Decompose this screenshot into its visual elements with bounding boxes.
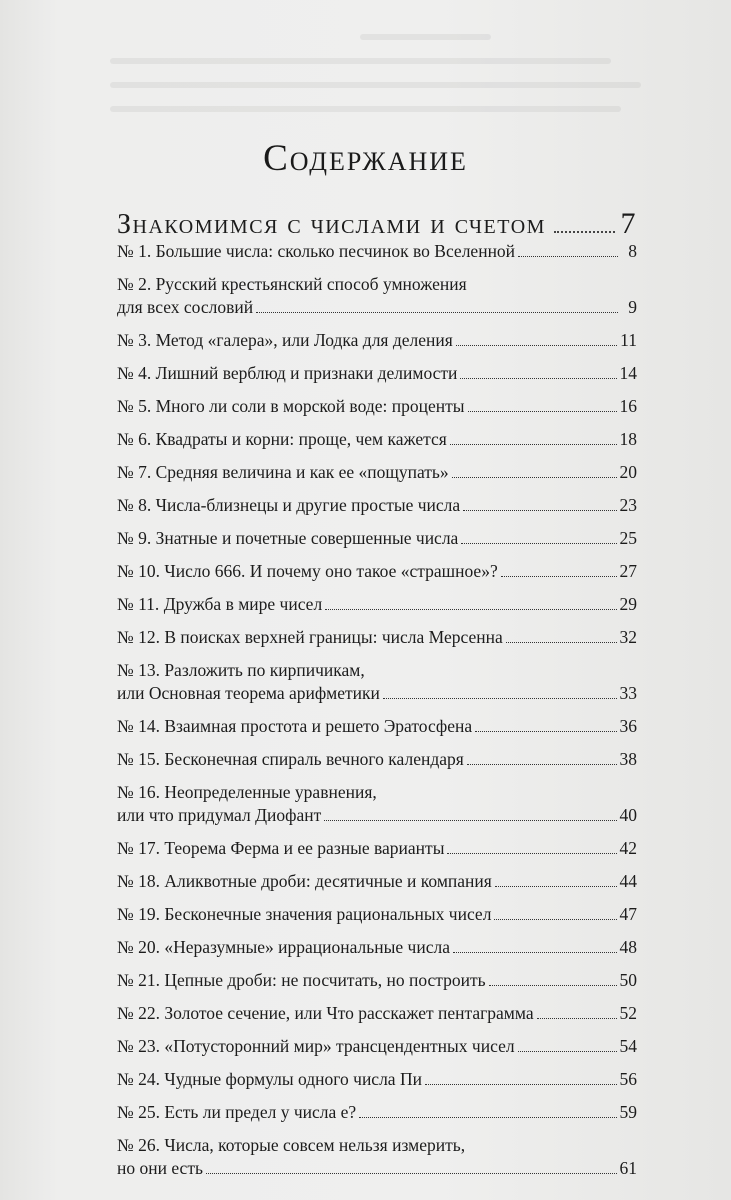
- toc-entry-line: [117, 870, 637, 893]
- toc-entry-line: [117, 903, 637, 926]
- entry-title: Средняя величина и как ее «пощупать»: [155, 462, 449, 482]
- toc-entry-line: [117, 659, 637, 682]
- entry-title: Теорема Ферма и ее разные варианты: [164, 838, 445, 858]
- entry-page-number: 44: [619, 871, 637, 891]
- entry-number: № 19.: [117, 904, 160, 924]
- toc-entry-line: [117, 296, 637, 319]
- leader-dots: [383, 698, 617, 699]
- toc-entry[interactable]: [117, 273, 637, 329]
- toc-entry[interactable]: [117, 781, 637, 837]
- entry-page-number: 33: [619, 683, 637, 703]
- entry-title: Знатные и почетные совершенные числа: [155, 528, 459, 548]
- entry-number: № 2.: [117, 274, 152, 294]
- toc-entry[interactable]: [117, 903, 637, 936]
- bleed-through-line: [110, 106, 621, 112]
- toc-entry-line: [117, 395, 637, 418]
- toc-entry[interactable]: [117, 715, 637, 748]
- toc-entry-line: [117, 804, 637, 827]
- toc-entry-line: [117, 1002, 637, 1025]
- entry-page-number: 61: [619, 1158, 637, 1178]
- leader-dots: [494, 919, 616, 920]
- leader-dots: [463, 510, 616, 511]
- entry-title: Бесконечные значения рациональных чисел: [164, 904, 492, 924]
- entry-page-number: 20: [619, 462, 637, 482]
- entry-page-number: 50: [619, 970, 637, 990]
- toc-entry-line: [117, 560, 637, 583]
- entry-title: «Потусторонний мир» трансцендентных чисел: [164, 1036, 515, 1056]
- entry-page-number: 9: [628, 297, 637, 317]
- entry-number: № 26.: [117, 1135, 160, 1155]
- entry-title: Лишний верблюд и признаки делимости: [155, 363, 458, 383]
- entry-title: Русский крестьянский способ умножения: [155, 274, 467, 294]
- toc-entry-line: [117, 461, 637, 484]
- entry-page-number: 23: [619, 495, 637, 515]
- entry-page-number: 27: [619, 561, 637, 581]
- leader-dots: [495, 886, 617, 887]
- entry-title: Метод «галера», или Лодка для деления: [155, 330, 453, 350]
- entry-page-number: 47: [619, 904, 637, 924]
- bleed-through-line: [360, 34, 491, 40]
- entry-title: Цепные дроби: не посчитать, но построить: [164, 970, 486, 990]
- entry-title: Числа-близнецы и другие простые числа: [155, 495, 461, 515]
- toc-entry-line: [117, 837, 637, 860]
- entry-title: Золотое сечение, или Что расскажет пентаграмма: [164, 1003, 534, 1023]
- entry-page-number: 8: [628, 241, 637, 261]
- entry-title: или Основная теорема арифметики: [117, 683, 380, 703]
- entry-title: Разложить по кирпичикам,: [164, 660, 365, 680]
- toc-entry[interactable]: [117, 461, 637, 494]
- entry-title: Взаимная простота и решето Эратосфена: [164, 716, 473, 736]
- toc-entry[interactable]: [117, 560, 637, 593]
- entry-title: Числа, которые совсем нельзя измерить,: [164, 1135, 466, 1155]
- entry-page-number: 11: [620, 330, 637, 350]
- toc-entry[interactable]: [117, 494, 637, 527]
- entry-number: № 24.: [117, 1069, 160, 1089]
- toc-entry-line: [117, 626, 637, 649]
- toc-entry-line: [117, 1157, 637, 1180]
- entry-title: для всех сословий: [117, 297, 254, 317]
- entry-number: № 20.: [117, 937, 160, 957]
- toc-entry[interactable]: [117, 329, 637, 362]
- entry-page-number: 56: [619, 1069, 637, 1089]
- toc-entry-line: [117, 936, 637, 959]
- entry-title: Квадраты и корни: проще, чем кажется: [155, 429, 447, 449]
- leader-dots: [256, 312, 618, 313]
- toc-entry-line: [117, 748, 637, 771]
- entry-title: В поисках верхней границы: числа Мерсенна: [164, 627, 503, 647]
- entry-page-number: 16: [619, 396, 637, 416]
- leader-dots: [461, 543, 616, 544]
- leader-dots: [324, 820, 616, 821]
- entry-number: № 9.: [117, 528, 152, 548]
- toc-entry[interactable]: [117, 395, 637, 428]
- entry-page-number: 32: [619, 627, 637, 647]
- leader-dots: [518, 1051, 617, 1052]
- entry-number: № 25.: [117, 1102, 160, 1122]
- leader-dots: [359, 1117, 616, 1118]
- leader-dots: [518, 256, 618, 257]
- toc-entry[interactable]: [117, 748, 637, 781]
- toc-entry-line: [117, 682, 637, 705]
- entry-title: Бесконечная спираль вечного календаря: [164, 749, 464, 769]
- toc-entry-line: [117, 329, 637, 352]
- leader-dots: [456, 345, 617, 346]
- toc-entry[interactable]: [117, 362, 637, 395]
- entry-number: № 6.: [117, 429, 152, 449]
- entry-number: № 3.: [117, 330, 152, 350]
- toc-entry-line: [117, 1035, 637, 1058]
- toc-entry[interactable]: [117, 1002, 637, 1035]
- toc-entry-line: [117, 428, 637, 451]
- entry-page-number: 36: [619, 716, 637, 736]
- entry-number: № 16.: [117, 782, 160, 802]
- toc-entry[interactable]: [117, 626, 637, 659]
- toc-list: [117, 240, 637, 1190]
- entry-page-number: 25: [619, 528, 637, 548]
- entry-page-number: 54: [619, 1036, 637, 1056]
- entry-number: № 12.: [117, 627, 160, 647]
- entry-number: № 17.: [117, 838, 160, 858]
- section-page-number: 7: [620, 207, 637, 240]
- toc-entry-line: [117, 1134, 637, 1157]
- section-heading[interactable]: [117, 207, 637, 241]
- entry-title: Число 666. И почему оно такое «страшное»?: [164, 561, 498, 581]
- entry-page-number: 38: [619, 749, 637, 769]
- toc-entry-line: [117, 527, 637, 550]
- entry-title: Большие числа: сколько песчинок во Вселенной: [155, 241, 516, 261]
- entry-page-number: 52: [619, 1003, 637, 1023]
- entry-number: № 22.: [117, 1003, 160, 1023]
- bleed-through-line: [110, 82, 641, 88]
- toc-entry[interactable]: [117, 428, 637, 461]
- leader-dots: [447, 853, 616, 854]
- entry-title: Есть ли предел у числа е?: [164, 1102, 357, 1122]
- entry-page-number: 48: [619, 937, 637, 957]
- entry-number: № 5.: [117, 396, 152, 416]
- leader-dots: [453, 952, 617, 953]
- entry-page-number: 14: [619, 363, 637, 383]
- entry-title: или что придумал Диофант: [117, 805, 322, 825]
- leader-dots: [506, 642, 617, 643]
- toc-entry[interactable]: [117, 240, 637, 273]
- entry-page-number: 42: [619, 838, 637, 858]
- leader-dots: [554, 231, 615, 233]
- toc-entry[interactable]: [117, 936, 637, 969]
- toc-entry[interactable]: [117, 837, 637, 870]
- page-title: Содержание: [263, 138, 468, 179]
- leader-dots: [467, 764, 617, 765]
- toc-entry[interactable]: [117, 593, 637, 626]
- entry-number: № 10.: [117, 561, 160, 581]
- entry-title: Чудные формулы одного числа Пи: [164, 1069, 422, 1089]
- leader-dots: [475, 731, 616, 732]
- toc-entry-line: [117, 494, 637, 517]
- bleed-through-line: [110, 58, 611, 64]
- toc-entry-line: [117, 969, 637, 992]
- entry-title: Неопределенные уравнения,: [164, 782, 377, 802]
- toc-entry[interactable]: [117, 1134, 637, 1190]
- entry-number: № 15.: [117, 749, 160, 769]
- toc-entry[interactable]: [117, 659, 637, 715]
- toc-entry[interactable]: [117, 969, 637, 1002]
- entry-number: № 21.: [117, 970, 160, 990]
- leader-dots: [450, 444, 617, 445]
- toc-entry-line: [117, 715, 637, 738]
- entry-page-number: 18: [619, 429, 637, 449]
- toc-entry[interactable]: [117, 1068, 637, 1101]
- toc-entry[interactable]: [117, 870, 637, 903]
- entry-title: Аликвотные дроби: десятичные и компания: [164, 871, 492, 891]
- entry-number: № 4.: [117, 363, 152, 383]
- entry-title: Дружба в мире чисел: [163, 594, 323, 614]
- toc-entry[interactable]: [117, 1035, 637, 1068]
- entry-title: «Неразумные» иррациональные числа: [164, 937, 450, 957]
- entry-number: № 7.: [117, 462, 152, 482]
- entry-number: № 23.: [117, 1036, 160, 1056]
- entry-title: Много ли соли в морской воде: проценты: [155, 396, 465, 416]
- toc-entry-line: [117, 240, 637, 263]
- entry-number: № 11.: [117, 594, 160, 614]
- leader-dots: [452, 477, 617, 478]
- entry-title: но они есть: [117, 1158, 203, 1178]
- entry-page-number: 40: [619, 805, 637, 825]
- leader-dots: [425, 1084, 617, 1085]
- entry-number: № 8.: [117, 495, 152, 515]
- entry-number: № 14.: [117, 716, 160, 736]
- entry-number: № 1.: [117, 241, 152, 261]
- leader-dots: [460, 378, 616, 379]
- entry-page-number: 29: [619, 594, 637, 614]
- entry-number: № 13.: [117, 660, 160, 680]
- toc-entry-line: [117, 273, 637, 296]
- toc-entry[interactable]: [117, 527, 637, 560]
- leader-dots: [468, 411, 617, 412]
- toc-entry-line: [117, 593, 637, 616]
- toc-entry-line: [117, 781, 637, 804]
- leader-dots: [501, 576, 617, 577]
- leader-dots: [537, 1018, 617, 1019]
- entry-number: № 18.: [117, 871, 160, 891]
- entry-page-number: 59: [619, 1102, 637, 1122]
- leader-dots: [489, 985, 617, 986]
- leader-dots: [206, 1173, 617, 1174]
- section-title: Знакомимся с числами и счетом: [117, 209, 546, 240]
- leader-dots: [325, 609, 616, 610]
- toc-entry-line: [117, 362, 637, 385]
- toc-entry-line: [117, 1101, 637, 1124]
- toc-entry-line: [117, 1068, 637, 1091]
- toc-entry[interactable]: [117, 1101, 637, 1134]
